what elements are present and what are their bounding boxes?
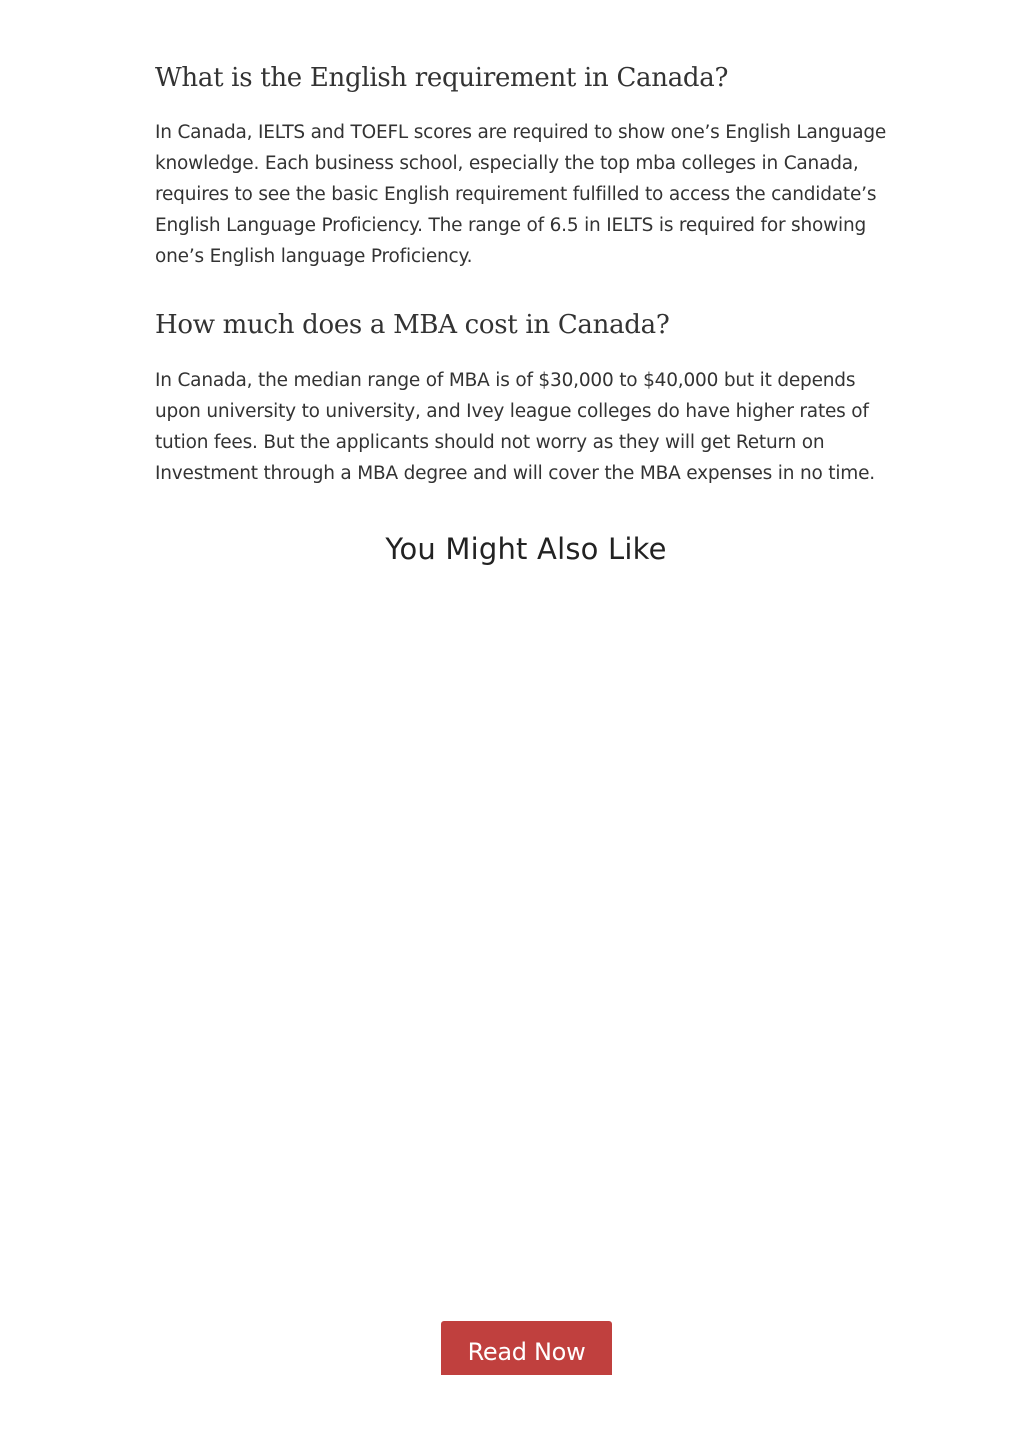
related-title: You Might Also Like <box>385 532 667 566</box>
section-body-mba-cost: In Canada, the median range of MBA is of $30,000 to $40,000 but it depends upon university to university, and Ivey league colleges do have higher rates of tution fees. But the applicants should not worry as they will get Return on Investment through a MBA degree and will cover the MBA expenses in no time. <box>155 370 875 484</box>
section-heading-mba-cost: How much does a MBA cost in Canada? <box>155 310 670 340</box>
section-heading-english-requirement: What is the English requirement in Canada? <box>155 63 729 93</box>
related-content-area <box>155 590 895 1290</box>
read-now-button[interactable]: Read Now <box>441 1321 612 1375</box>
section-body-english-requirement: In Canada, IELTS and TOEFL scores are required to show one’s English Language knowledge. Each business school, especially the top mba colleges in Canada, requires to see the basic English requirement fulfilled to access the candidate’s English Language Proficiency. The range of 6.5 in IELTS is required for showing one’s English language Proficiency. <box>155 122 887 267</box>
